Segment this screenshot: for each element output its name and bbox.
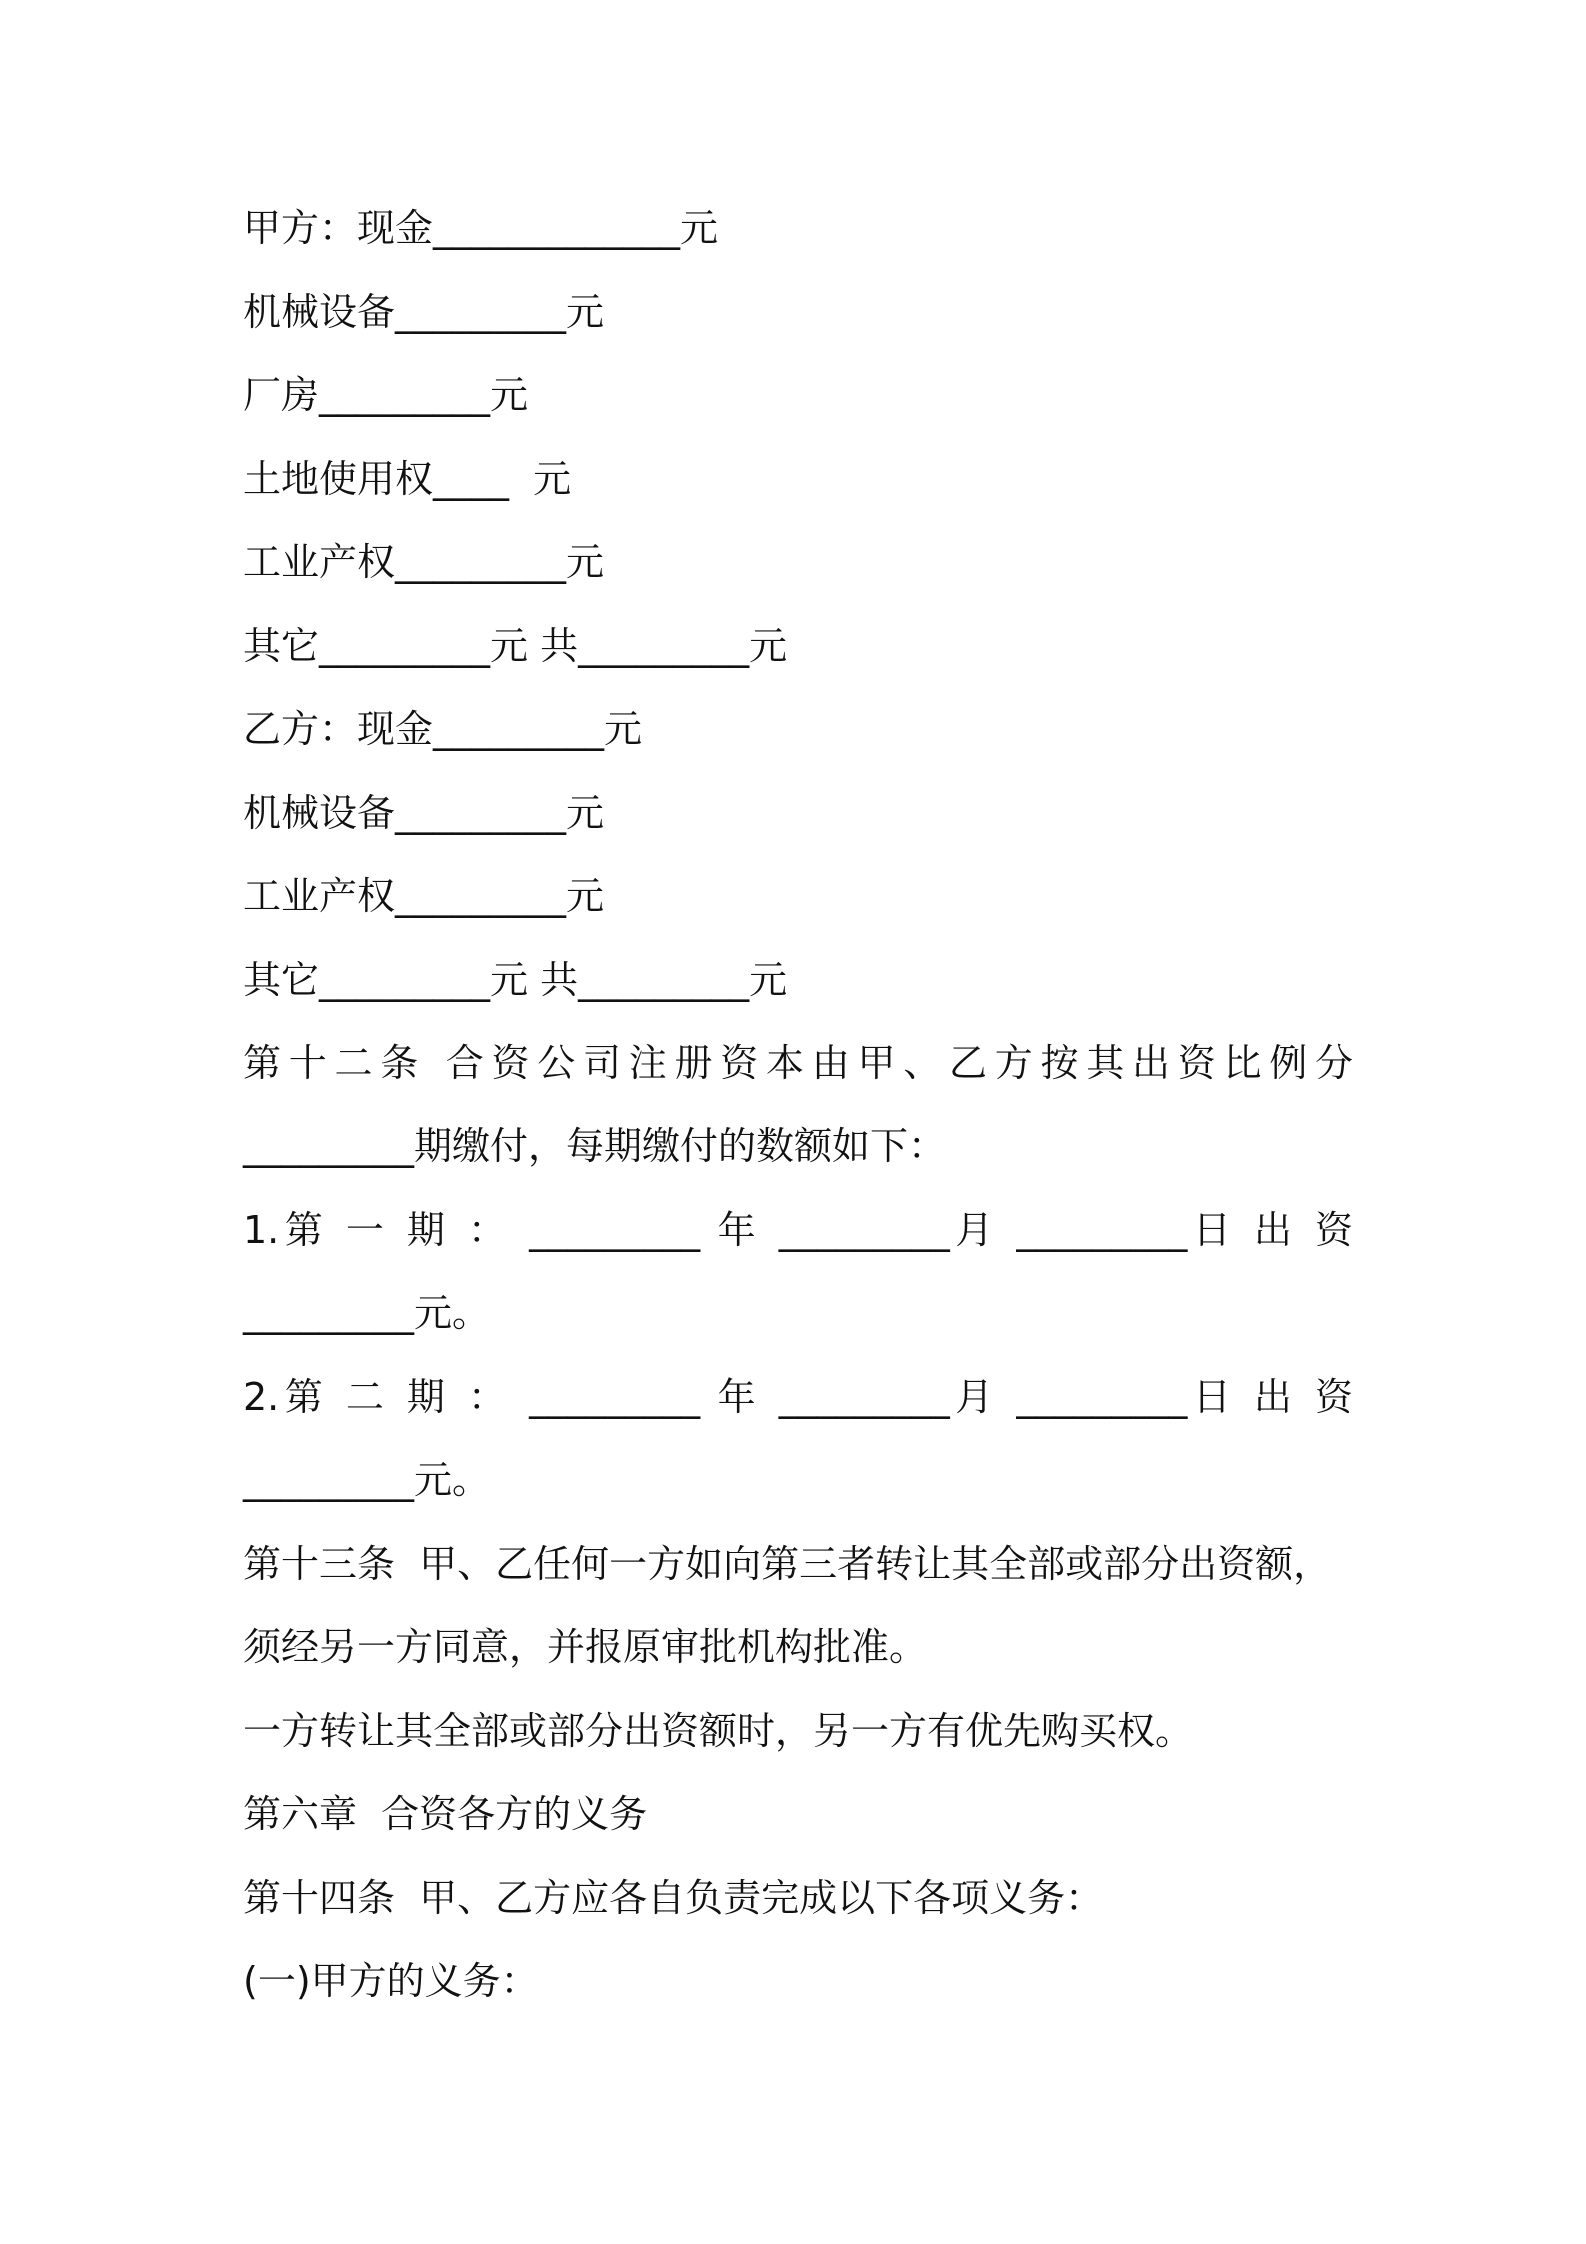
party-a-ip-line: 工业产权_________元 (243, 540, 605, 584)
installment-2-line: 2.第 二 期 ： _________ 年 _________月 _________日 出 资 (243, 1375, 1353, 1419)
party-b-cash-line: 乙方：现金_________元 (243, 707, 643, 751)
party-a-cash-line: 甲方：现金_____________元 (243, 206, 719, 250)
chapter-6-heading: 第六章 合资各方的义务 (243, 1792, 648, 1836)
party-a-obligations-heading: (一)甲方的义务： (243, 1959, 539, 2003)
party-a-other-total-line: 其它_________元 共_________元 (243, 624, 788, 668)
party-b-machinery-line: 机械设备_________元 (243, 791, 605, 835)
party-a-plant-line: 厂房_________元 (243, 373, 529, 417)
article-12-line-1: 第十二条 合资公司注册资本由甲、乙方按其出资比例分 (243, 1041, 1353, 1085)
installment-1-line: 1.第 一 期 ： _________ 年 _________月 _________日 出 资 (243, 1208, 1353, 1252)
party-b-ip-line: 工业产权_________元 (243, 874, 605, 918)
installment-1-amount-line: _________元。 (243, 1291, 491, 1335)
article-12-line-2: _________期缴付，每期缴付的数额如下： (243, 1124, 947, 1168)
party-a-land-use-line: 土地使用权____ 元 (243, 457, 572, 501)
article-13-line-2: 须经另一方同意，并报原审批机构批准。 (243, 1625, 928, 1669)
party-b-other-total-line: 其它_________元 共_________元 (243, 958, 788, 1002)
installment-2-amount-line: _________元。 (243, 1458, 491, 1502)
article-14-line: 第十四条 甲、乙方应各自负责完成以下各项义务： (243, 1876, 1104, 1920)
preemption-right-line: 一方转让其全部或部分出资额时，另一方有优先购买权。 (243, 1709, 1194, 1753)
party-a-machinery-line: 机械设备_________元 (243, 290, 605, 334)
article-13-line-1: 第十三条 甲、乙任何一方如向第三者转让其全部或部分出资额， (243, 1542, 1332, 1586)
